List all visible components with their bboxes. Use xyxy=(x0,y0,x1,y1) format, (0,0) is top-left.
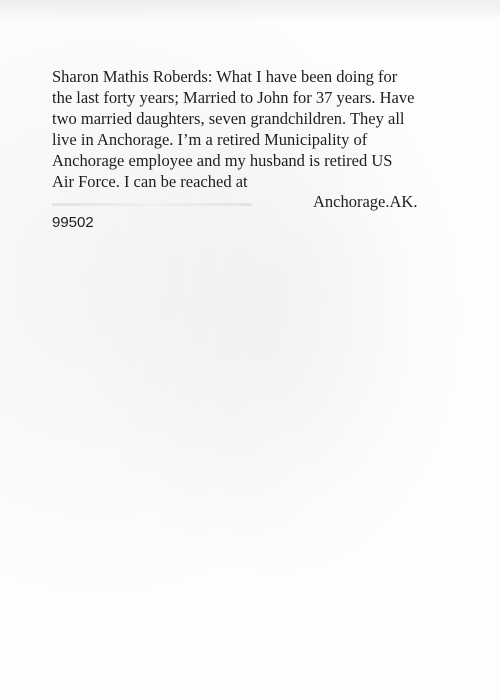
paragraph-line: two married daughters, seven grandchildren. They all xyxy=(52,109,405,128)
redacted-address-trace xyxy=(52,203,252,206)
paragraph-line: Air Force. I can be reached at xyxy=(52,172,248,191)
paragraph-line: Sharon Mathis Roberds: What I have been doing for xyxy=(52,67,398,86)
zip-code-text: 99502 xyxy=(52,214,94,231)
paragraph-line: the last forty years; Married to John for 37 years. Have xyxy=(52,88,415,107)
bio-paragraph xyxy=(52,66,472,192)
paragraph-line: live in Anchorage. I’m a retired Municipality of xyxy=(52,130,368,149)
scan-bleed-through xyxy=(0,0,500,22)
city-state-text: Anchorage.AK. xyxy=(313,192,418,211)
paragraph-line: Anchorage employee and my husband is retired US xyxy=(52,151,393,170)
